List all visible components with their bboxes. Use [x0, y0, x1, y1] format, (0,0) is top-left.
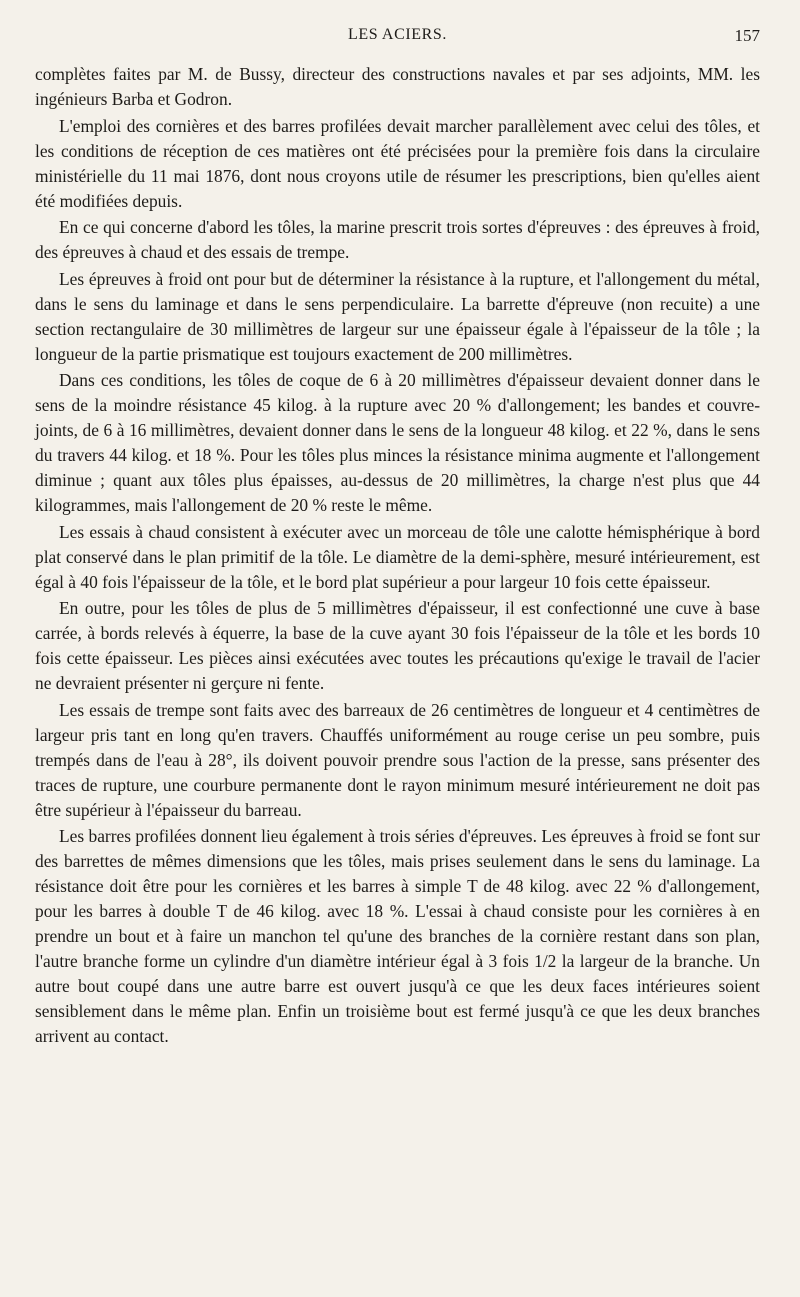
paragraph-essais-chaud: Les essais à chaud consistent à exécuter avec un morceau de tôle une calotte hémisphérique à bord plat conservé dans le plan primitif de la tôle. Le diamètre de la demi-sphère, mesuré intérieurement, est égal à 40 fois l'épaisseur de la tôle, et le bord plat supérieur a pour largeur 10 fois cette épaisseur.: [35, 521, 760, 592]
paragraph-cuve-carree: En outre, pour les tôles de plus de 5 millimètres d'épaisseur, il est confectionné une cuve à base carrée, à bords relevés à équerre, la base de la cuve ayant 30 fois l'épaisseur de la tôle et les bords 10 fois cette épaisseur. Les pièces ainsi exécutées avec toutes les précautions qu'exige le travail de l'acier ne devraient présenter ni gerçure ni fente.: [35, 598, 760, 693]
paragraph-epreuves-froid: Les épreuves à froid ont pour but de déterminer la résistance à la rupture, et l'allongement du métal, dans le sens du laminage et dans le sens perpendiculaire. La barrette d'épreuve (non recuite) a une section rectangulaire de 30 millimètres de largeur sur une épaisseur égale à l'épaisseur de la tôle ; la longueur de la partie prismatique est toujours exactement de 200 millimètres.: [35, 268, 760, 364]
body-text: [35, 62, 760, 1049]
paragraph-tole-epreuves: En ce qui concerne d'abord les tôles, la marine prescrit trois sortes d'épreuves : des épreuves à froid, des épreuves à chaud et des essais de trempe.: [35, 217, 760, 262]
page-number: 157: [734, 26, 760, 45]
running-title: LES ACIERS.: [347, 26, 448, 43]
paragraph-conditions-toles: Dans ces conditions, les tôles de coque de 6 à 20 millimètres d'épaisseur devaient donner dans le sens de la moindre résistance 45 kilog. à la rupture avec 20 % d'allongement; les bandes et couvre-joints, de 6 à 16 millimètres, devaient donner dans le sens de la longueur 48 kilog. et 22 %, dans le sens du travers 44 kilog. et 18 %. Pour les tôles plus minces la résistance minima augmente et l'allongement diminue ; quant aux tôles plus épaisses, au-dessus de 20 millimètres, la charge n'est plus que 44 kilogrammes, mais l'allongement de 20 % reste le même.: [35, 370, 760, 515]
running-head: [35, 26, 760, 48]
paragraph-cornieres-barres: L'emploi des cornières et des barres profilées devait marcher parallèlement avec celui des tôles, et les conditions de réception de ces matières ont été précisées pour la première fois dans la circulaire ministérielle du 11 mai 1876, dont nous croyons utile de résumer les prescriptions, bien qu'elles aient été modifiées depuis.: [35, 115, 760, 211]
paragraph-barres-profilees: Les barres profilées donnent lieu également à trois séries d'épreuves. Les épreuves à froid se font sur des barrettes de mêmes dimensions que les tôles, mais prises seulement dans le sens du laminage. La résistance doit être pour les cornières et les barres à simple T de 48 kilog. avec 22 % d'allongement, pour les barres à double T de 46 kilog. avec 18 %. L'essai à chaud consiste pour les cornières à en prendre un bout et à faire un manchon tel qu'une des branches de la cornière restant dans son plan, l'autre branche forme un cylindre d'un diamètre intérieur égal à 3 fois 1/2 la largeur de la branche. Un autre bout coupé dans une autre barre est ouvert jusqu'à ce que les deux faces intérieures soient sensiblement dans le même plan. Enfin un troisième bout est fermé jusqu'à ce que les deux branches arrivent au contact.: [35, 826, 760, 1046]
paragraph-continued: complètes faites par M. de Bussy, directeur des constructions navales et par ses adjoints, MM. les ingénieurs Barba et Godron.: [35, 64, 760, 109]
paragraph-essais-trempe: Les essais de trempe sont faits avec des barreaux de 26 centimètres de longueur et 4 centimètres de largeur pris tant en long qu'en travers. Chauffés uniformément au rouge cerise un peu sombre, puis trempés dans de l'eau à 28°, ils doivent pouvoir prendre sous l'action de la presse, sans présenter des traces de rupture, une courbure permanente dont le rayon minimum mesuré intérieurement ne doit pas être supérieur à l'épaisseur du barreau.: [35, 699, 760, 820]
